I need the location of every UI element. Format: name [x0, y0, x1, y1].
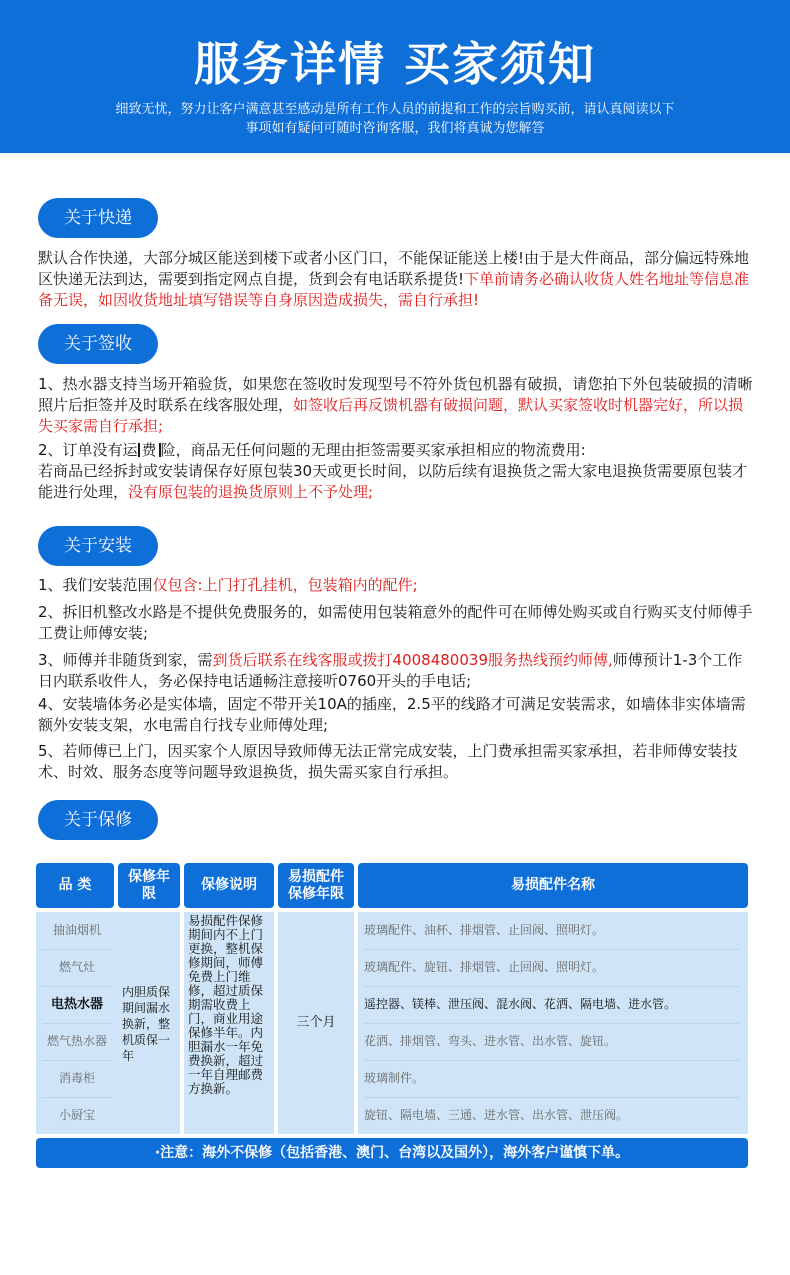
parts-item: 花洒、排烟管、弯头、进水管、出水管、旋钮。 — [364, 1034, 617, 1048]
delivery-text — [38, 248, 754, 311]
signing-item-3-warning: 没有原包装的退换货原则上不予处理; — [128, 483, 374, 501]
signing-item-1-warning: 如签收后再反馈机器有破损问题，默认买家签收时机器完好，所以损失买家需自行承担; — [38, 396, 744, 435]
signing-item-1-text: 1、热水器支持当场开箱验货，如果您在签收时发现型号不符外货包机器有破损，请您拍下外包装破损的清晰照片后拒签并及时联系在线客服处理， — [38, 375, 753, 414]
install-item-3 — [38, 650, 754, 692]
install-item-5: 5、若师傅已上门，因买家个人原因导致师傅无法正常完成安装，上门费承担需买家承担，若非师傅安装技术、时效、服务态度等问题导致退换货，损失需买家自行承担。 — [38, 742, 738, 781]
parts-item: 玻璃制件。 — [364, 1071, 425, 1085]
install-section-label: 关于安装 — [38, 526, 158, 566]
table-header-description: 保修说明 — [184, 863, 274, 908]
signing-item-2-boxed: 费 — [138, 443, 161, 457]
delivery-text-main: 默认合作快递，大部分城区能送到楼下或者小区门口，不能保证能送上楼!由于是大件商品，部分偏远特殊地区快递无法到达，需要到指定网点自提，货到会有电话联系提货! — [38, 249, 750, 288]
warranty-section-label: 关于保修 — [38, 800, 158, 840]
install-item-3-text-a: 3、师傅并非随货到家，需 — [38, 651, 213, 669]
overseas-notice: ·注意：海外不保修（包括香港、澳门、台湾以及国外），海外客户谨慎下单。 — [36, 1138, 748, 1168]
category-item: 燃气灶 — [58, 960, 95, 974]
install-item-3-text-b: 师傅预计1-3个工作日内联系收件人，务必保持电话通畅注意接听0760开头的手电话; — [38, 651, 743, 690]
install-item-1-text: 1、我们安装范围 — [38, 576, 153, 594]
signing-item-3 — [38, 461, 754, 503]
install-item-2: 2、拆旧机整改水路是不提供免费服务的，如需使用包装箱意外的配件可在师傅处购买或自行购买支付师傅手工费让师傅安装; — [38, 603, 753, 642]
table-header-parts: 易损配件名称 — [358, 863, 748, 908]
parts-item: 旋钮、隔电墙、三通、进水管、出水管、泄压阀。 — [364, 1108, 629, 1122]
install-item-1 — [38, 575, 754, 596]
delivery-text-warning: 下单前请务必确认收货人姓名地址等信息准备无误，如因收货地址填写错误等自身原因造成损失，需自行承担! — [38, 270, 750, 309]
delivery-section-label: 关于快递 — [38, 198, 158, 238]
parts-column — [358, 912, 748, 1134]
wear-period-column — [278, 912, 354, 1134]
table-header-wear-period: 易损配件保修年限 — [278, 863, 354, 908]
description-text: 易损配件保修期间内不上门更换，整机保修期间，师傅免费上门维修，超过质保期需收费上门，商业用途保修半年。内胆漏水一年免费换新，超过一年自理邮费方换新。 — [188, 913, 264, 1096]
install-item-4: 4、安装墙体务必是实体墙，固定不带开关10A的插座，2.5平的线路才可满足安装需求，如墙体非实体墙需额外安装支架，水电需自行找专业师傅处理; — [38, 695, 746, 734]
signing-item-2-text-a: 2、订单没有运 — [38, 441, 138, 459]
category-item: 燃气热水器 — [46, 1034, 107, 1048]
category-item: 小厨宝 — [58, 1108, 95, 1122]
parts-item: 玻璃配件、油杯、排烟管、止回阀、照明灯。 — [364, 923, 605, 937]
table-header-category: 品 类 — [36, 863, 114, 908]
category-column — [36, 912, 118, 1134]
wear-period-text: 三个月 — [296, 1015, 336, 1030]
parts-item-selected: 遥控器、镁棒、泄压阀、混水阀、花洒、隔电墙、进水管。 — [364, 997, 677, 1011]
page-header — [0, 0, 790, 153]
description-column — [184, 912, 274, 1134]
page-title: 服务详情 买家须知 — [193, 37, 596, 91]
signing-item-2-text-b: 险，商品无任何问题的无理由拒签需要买家承担相应的物流费用: — [160, 441, 586, 459]
period-text: 内胆质保期间漏水换新，整机质保一年 — [122, 985, 171, 1063]
signing-item-3-text: 若商品已经拆封或安装请保存好原包装30天或更长时间，以防后续有退换货之需大家电退换货需要原包装才能进行处理， — [38, 462, 748, 501]
category-item: 抽油烟机 — [52, 923, 101, 937]
signing-item-2 — [38, 440, 754, 461]
period-column — [118, 912, 180, 1134]
install-item-3-highlight: 到货后联系在线客服或拨打4008480039服务热线预约师傅, — [212, 651, 613, 669]
category-item-selected: 电热水器 — [50, 997, 103, 1012]
parts-item: 玻璃配件、旋钮、排烟管、止回阀、照明灯。 — [364, 960, 605, 974]
table-header-period: 保修年限 — [118, 863, 180, 908]
category-item: 消毒柜 — [58, 1071, 95, 1085]
signing-section-label: 关于签收 — [38, 324, 158, 364]
install-item-1-highlight: 仅包含:上门打孔挂机，包装箱内的配件; — [152, 576, 418, 594]
signing-item-1 — [38, 374, 754, 437]
page-subtitle: 细致无忧，努力让客户满意甚至感动是所有工作人员的前提和工作的宗旨购买前，请认真阅读以下事项如有疑问可随时咨询客服，我们将真诚为您解答 — [115, 102, 675, 136]
